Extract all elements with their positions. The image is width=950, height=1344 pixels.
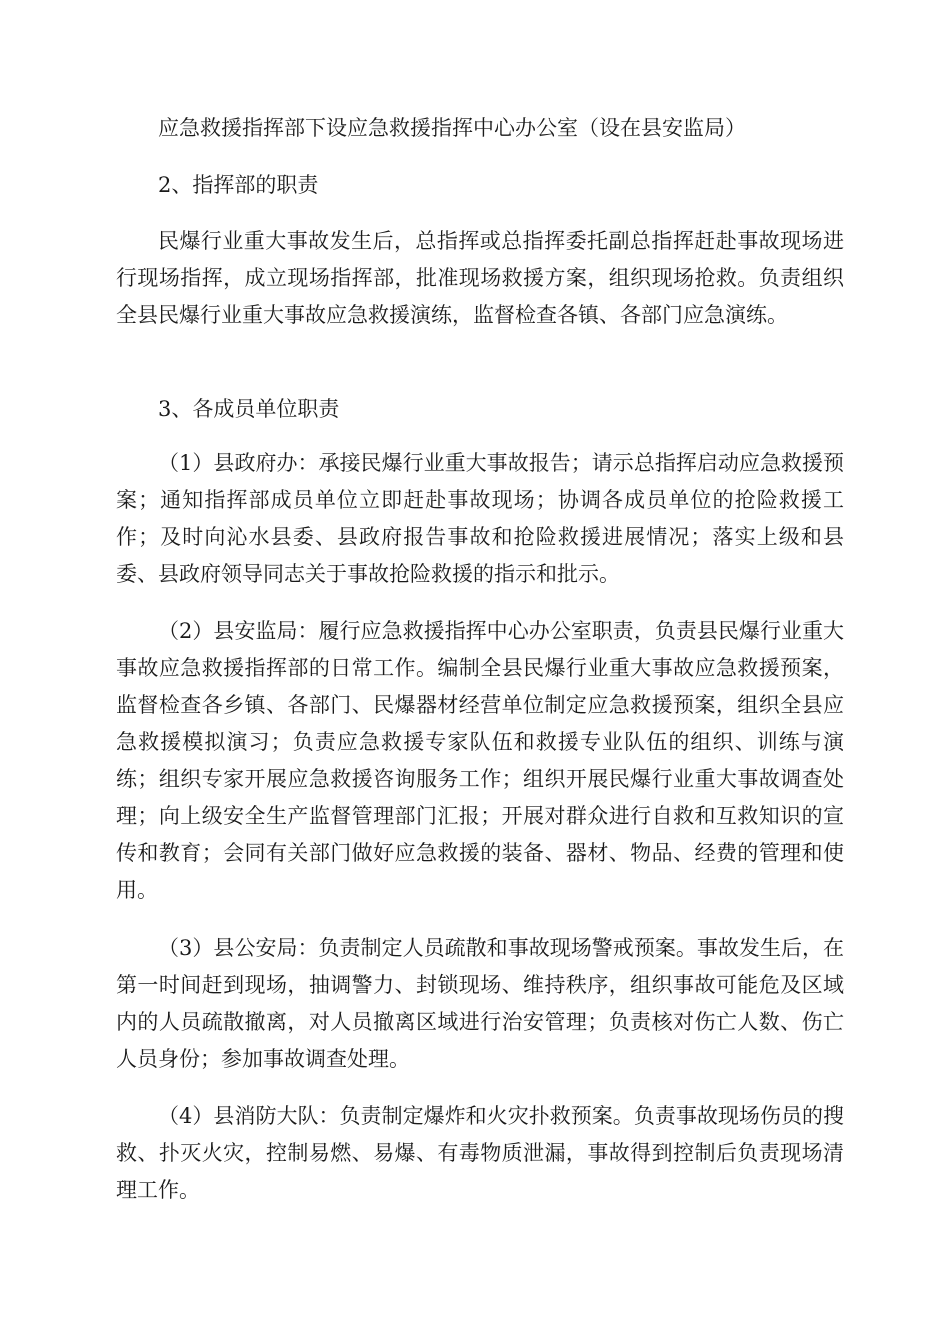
heading-member-duties: 3、各成员单位职责 bbox=[158, 397, 340, 421]
paragraph-county-safety-bureau: （2）县安监局：履行应急救援指挥中心办公室职责，负责县民爆行业重大事故应急救援指挥部的日常工作。编制全县民爆行业重大事故应急救援预案，监督检查各乡镇、各部门、民爆器材经营单位制定应急救援预案，组织全县应急救援模拟演习；负责应急救援专家队伍和救援专业队伍的组织、训练与演练；组织专家开展应急救援咨询服务工作；组织开展民爆行业重大事故调查处理；向上级安全生产监督管理部门汇报；开展对群众进行自救和互救知识的宣传和教育；会同有关部门做好应急救援的装备、器材、物品、经费的管理和使用。 bbox=[116, 619, 844, 902]
paragraph-county-public-security: （3）县公安局：负责制定人员疏散和事故现场警戒预案。事故发生后，在第一时间赶到现场，抽调警力、封锁现场、维持秩序，组织事故可能危及区域内的人员疏散撤离，对人员撤离区域进行治安管理；负责核对伤亡人数、伤亡人员身份；参加事故调查处理。 bbox=[116, 936, 844, 1071]
paragraph-command-office: 应急救援指挥部下设应急救援指挥中心办公室（设在县安监局） bbox=[158, 116, 746, 140]
paragraph-command-duties: 民爆行业重大事故发生后，总指挥或总指挥委托副总指挥赶赴事故现场进行现场指挥，成立现场指挥部，批准现场救援方案，组织现场抢救。负责组织全县民爆行业重大事故应急救援演练，监督检查各镇、各部门应急演练。 bbox=[116, 229, 844, 327]
paragraph-county-government-office: （1）县政府办：承接民爆行业重大事故报告；请示总指挥启动应急救援预案；通知指挥部成员单位立即赶赴事故现场；协调各成员单位的抢险救援工作；及时向沁水县委、县政府报告事故和抢险救援进展情况；落实上级和县委、县政府领导同志关于事故抢险救援的指示和批示。 bbox=[116, 451, 844, 586]
heading-command-duties: 2、指挥部的职责 bbox=[158, 173, 319, 197]
paragraph-county-fire-brigade: （4）县消防大队：负责制定爆炸和火灾扑救预案。负责事故现场伤员的搜救、扑灭火灾，控制易燃、易爆、有毒物质泄漏，事故得到控制后负责现场清理工作。 bbox=[116, 1104, 844, 1202]
